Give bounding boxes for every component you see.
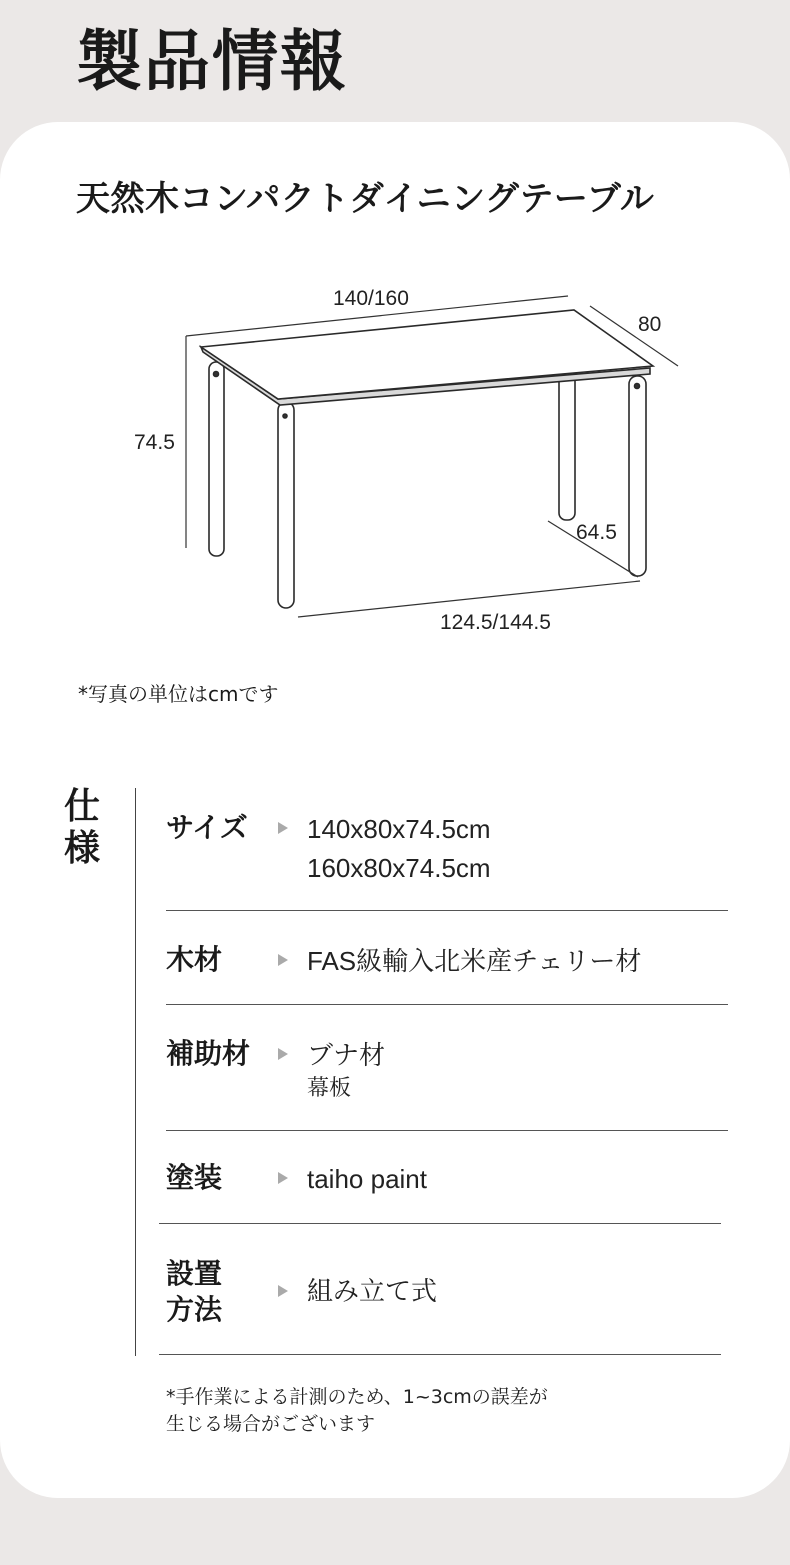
spec-divider — [166, 1130, 728, 1131]
spec-value-aux-1: ブナ材 — [307, 1040, 386, 1070]
photo-unit-note: *写真の単位はcmです — [78, 682, 279, 706]
back-right-leg — [559, 370, 575, 520]
arrow-icon — [278, 954, 288, 966]
spec-label-installation-2: 方法 — [166, 1293, 223, 1326]
spec-value-size-1: 140x80x74.5cm — [307, 814, 491, 844]
spec-divider — [166, 1004, 728, 1005]
product-name: 天然木コンパクトダイニングテーブル — [76, 179, 655, 219]
front-right-leg — [629, 376, 646, 576]
dim-height: 74.5 — [134, 431, 175, 454]
dim-leg-depth: 64.5 — [576, 521, 617, 544]
spec-divider — [159, 1354, 721, 1355]
measurement-footnote — [166, 1384, 548, 1438]
spec-heading-text: 仕様 — [63, 786, 100, 869]
spec-heading — [62, 786, 102, 870]
spec-divider — [166, 910, 728, 911]
page-title: 製品情報 — [76, 23, 348, 100]
spec-value-wood: FAS級輸入北米産チェリー材 — [307, 946, 642, 976]
arrow-icon — [278, 1048, 288, 1060]
spec-label-size: サイズ — [166, 811, 248, 844]
tabletop-surface — [201, 310, 653, 399]
spec-value-aux-2: 幕板 — [307, 1075, 352, 1100]
spec-value-installation: 組み立て式 — [307, 1276, 438, 1306]
arrow-icon — [278, 822, 288, 834]
dim-leg-width: 124.5/144.5 — [440, 611, 551, 630]
spec-value-size-2: 160x80x74.5cm — [307, 853, 491, 883]
spec-label-aux-material: 補助材 — [166, 1037, 251, 1070]
spec-vertical-rule — [135, 788, 136, 1356]
dim-top-width: 140/160 — [333, 287, 409, 310]
spec-label-wood: 木材 — [166, 943, 223, 976]
dim-depth: 80 — [638, 313, 662, 336]
arrow-icon — [278, 1172, 288, 1184]
spec-label-installation-1: 設置 — [166, 1257, 223, 1290]
footnote-line-1: *手作業による計測のため、1~3cmの誤差が — [166, 1386, 548, 1408]
back-left-leg — [209, 362, 224, 556]
table-drawing — [201, 310, 653, 608]
footnote-line-2: 生じる場合がございます — [166, 1413, 376, 1435]
spec-divider — [159, 1223, 721, 1224]
spec-label-finish: 塗装 — [166, 1161, 223, 1194]
table-dimension-diagram — [120, 270, 700, 630]
front-left-leg — [278, 402, 294, 608]
spec-value-finish: taiho paint — [307, 1164, 427, 1194]
arrow-icon — [278, 1285, 288, 1297]
